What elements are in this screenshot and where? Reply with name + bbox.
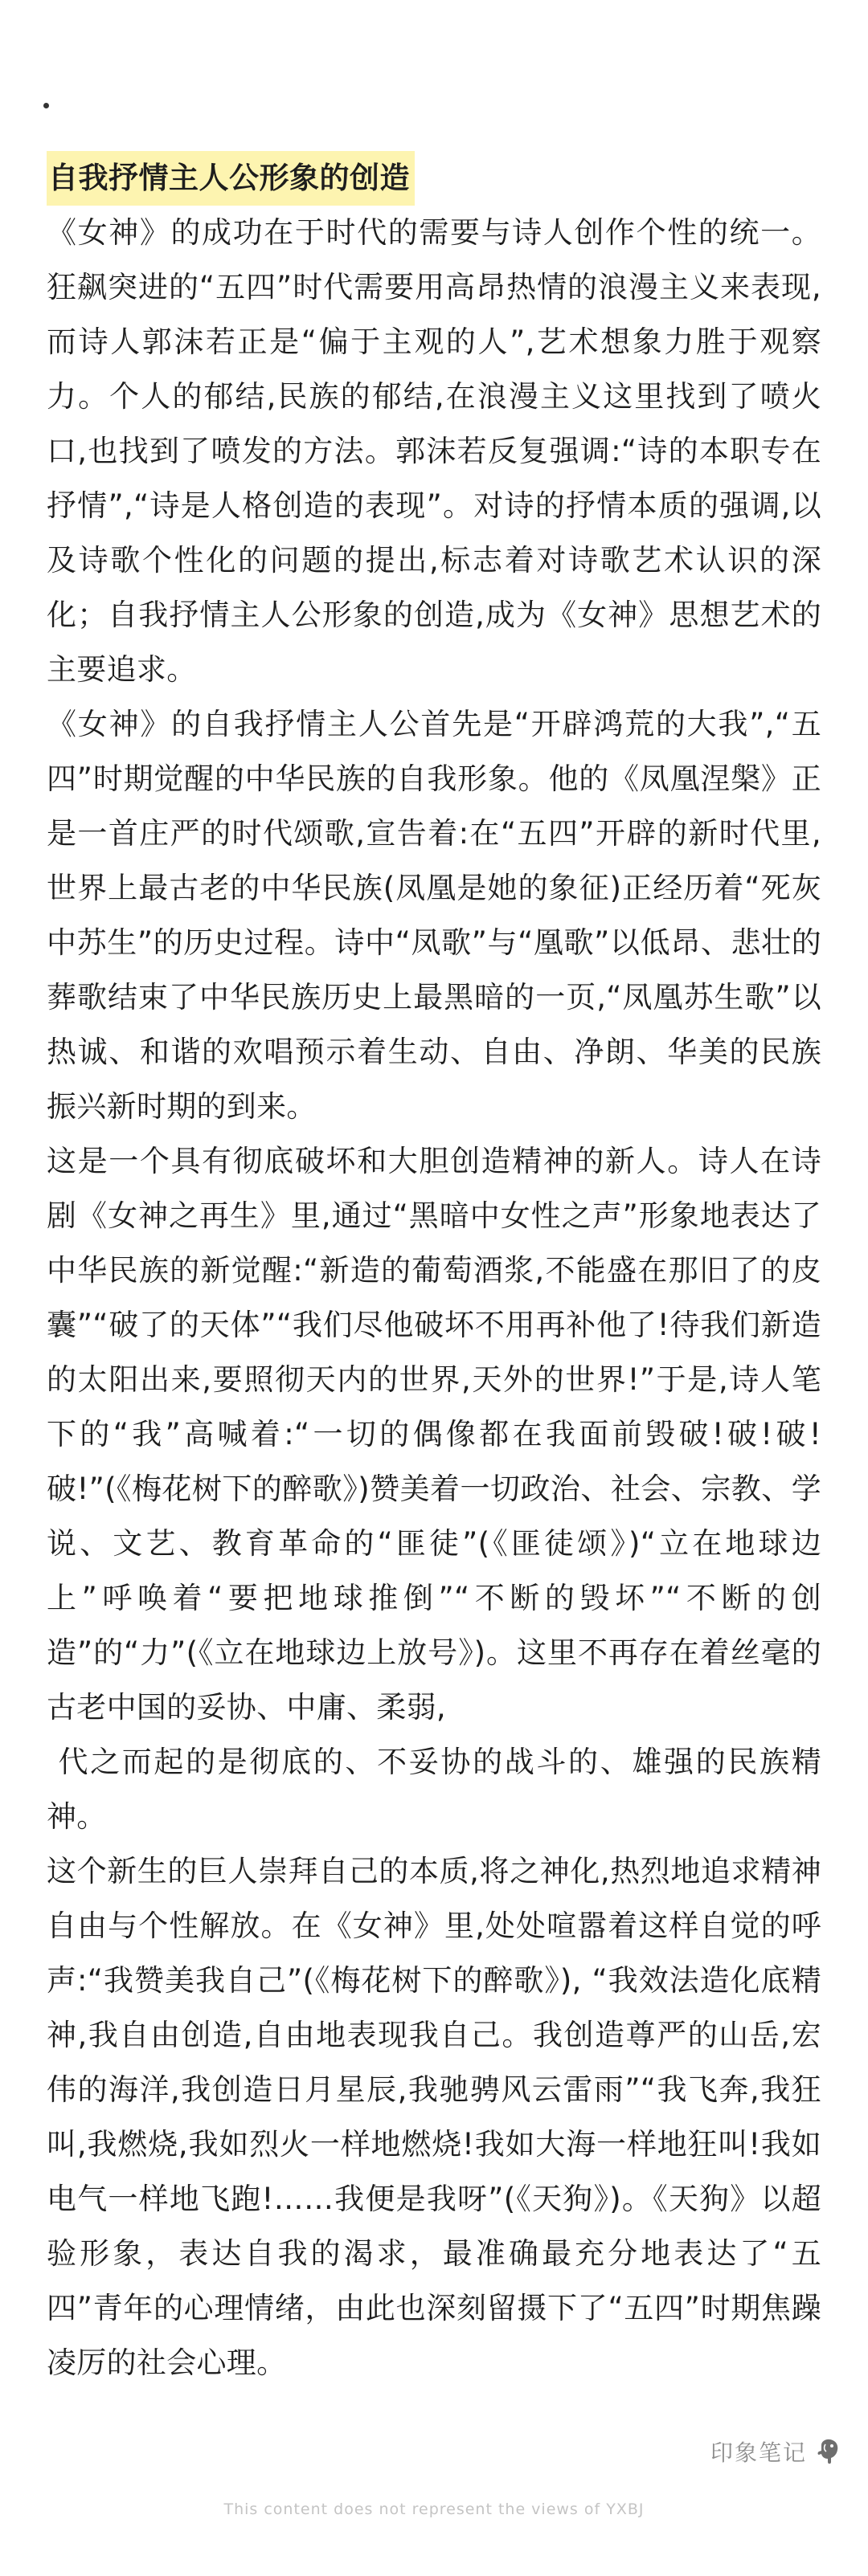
note-content [47, 151, 821, 2390]
paragraph-3: 这是一个具有彻底破坏和大胆创造精神的新人。诗人在诗剧《女神之再生》里,通过“黑暗中女性之声”形象地表达了中华民族的新觉醒:“新造的葡萄酒浆,不能盛在那旧了的皮囊”“破了的天体”“我们尽他破坏不用再补他了!待我们新造的太阳出来,要照彻天内的世界,天外的世界!”于是,诗人笔下的“我”高喊着:“一切的偶像都在我面前毁破!破!破!破!”(《梅花树下的醉歌》)赞美着一切政治、社会、宗教、学说、文艺、教育革命的“匪徒”(《匪徒颂》)“立在地球边上”呼唤着“要把地球推倒”“不断的毁坏”“不断的创造”的“力”(《立在地球边上放号》)。这里不再存在着丝毫的古老中国的妥协、中庸、柔弱, [47, 1144, 821, 1725]
brand-watermark [710, 2435, 841, 2468]
paragraph-2: 《女神》的自我抒情主人公首先是“开辟鸿荒的大我”,“五四”时期觉醒的中华民族的自我形象。他的《凤凰涅槃》正是一首庄严的时代颂歌,宣告着:在“五四”开辟的新时代里,世界上最古老的中华民族(凤凰是她的象征)正经历着“死灰中苏生”的历史过程。诗中“凤歌”与“凰歌”以低昂、悲壮的葬歌结束了中华民族历史上最黑暗的一页,“凤凰苏生歌”以热诚、和谐的欢唱预示着生动、自由、净朗、华美的民族振兴新时期的到来。 [47, 707, 821, 1124]
section-heading: 自我抒情主人公形象的创造 [47, 151, 415, 206]
paragraph-5: 这个新生的巨人崇拜自己的本质,将之神化,热烈地追求精神自由与个性解放。在《女神》里,处处喧嚣着这样自觉的呼声:“我赞美我自己”(《梅花树下的醉歌》), “我效法造化底精神,我自由创造,自由地表现我自己。我创造尊严的山岳,宏伟的海洋,我创造日月星辰,我驰骋风云雷雨”“我飞奔,我狂叫,我燃烧,我如烈火一样地燃烧!我如大海一样地狂叫!我如电气一样地飞跑!……我便是我呀”(《天狗》)。《天狗》以超验形象，表达自我的渴求，最准确最充分地表达了“五四”青年的心理情绪，由此也深刻留摄下了“五四”时期焦躁凌厉的社会心理。 [47, 1854, 821, 2380]
brand-name: 印象笔记 [710, 2439, 807, 2466]
disclaimer-text: This content does not represent the views of YXBJ [223, 2500, 645, 2518]
bullet-dot [43, 103, 49, 108]
elephant-icon [817, 2437, 841, 2466]
paragraph-4: 代之而起的是彻底的、不妥协的战斗的、雄强的民族精神。 [47, 1745, 822, 1834]
paragraph-1: 《女神》的成功在于时代的需要与诗人创作个性的统一。狂飙突进的“五四”时代需要用高昂热情的浪漫主义来表现,而诗人郭沫若正是“偏于主观的人”,艺术想象力胜于观察力。个人的郁结,民族的郁结,在浪漫主义这里找到了喷火口,也找到了喷发的方法。郭沫若反复强调:“诗的本职专在抒情”,“诗是人格创造的表现”。对诗的抒情本质的强调,以及诗歌个性化的问题的提出,标志着对诗歌艺术认识的深化；自我抒情主人公形象的创造,成为《女神》思想艺术的主要追求。 [47, 215, 821, 687]
